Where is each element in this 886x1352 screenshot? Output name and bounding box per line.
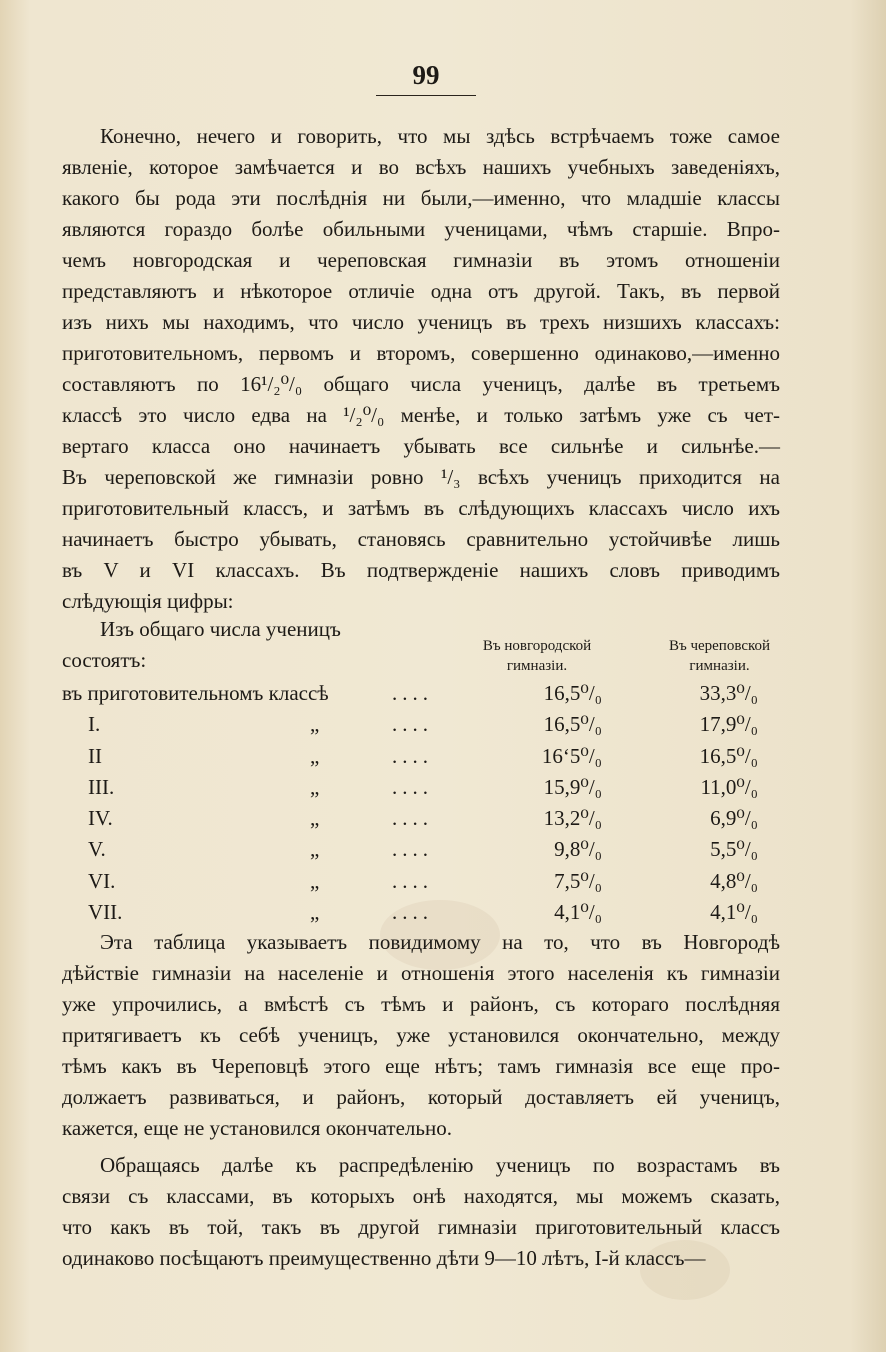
text-line: Обращаясь далѣе къ распредѣленію ученицъ по возрастамъ въ: [100, 1153, 780, 1177]
value-cherepovets: 5,5⁰/₀: [710, 837, 758, 862]
text-line: Въ череповской же гимназіи ровно ¹/₃ всѣхъ ученицъ приходится на: [62, 465, 780, 489]
text-line: изъ нихъ мы находимъ, что число ученицъ въ трехъ низшихъ классахъ:: [62, 310, 780, 334]
ditto-mark: „: [310, 900, 320, 925]
column-header-cherepovets: [652, 636, 787, 676]
leader-dots: ....: [392, 712, 433, 737]
text-line: что какъ въ той, такъ въ другой гимназіи приготовительный классъ: [62, 1215, 780, 1239]
value-novgorod: 13,2⁰/₀: [543, 806, 602, 831]
table-row: [62, 678, 782, 709]
value-novgorod: 9,8⁰/₀: [554, 837, 602, 862]
value-novgorod: 15,9⁰/₀: [543, 774, 602, 799]
text-line: составляютъ по 16¹/₂⁰/₀ общаго числа ученицъ, далѣе въ третьемъ: [62, 372, 780, 396]
ditto-mark: „: [310, 868, 320, 893]
leader-dots: ....: [392, 681, 433, 705]
value-cherepovets: 11,0⁰/₀: [700, 774, 758, 799]
row-label: IV.: [88, 806, 113, 831]
table-row: [62, 897, 782, 928]
row-label: I.: [88, 712, 101, 737]
table-row: [62, 709, 782, 740]
column-header-cherepovets-line-2: гимназіи.: [689, 658, 750, 674]
text-line: уже упрочились, а вмѣстѣ съ тѣмъ и районъ, съ котораго послѣдняя: [62, 992, 780, 1016]
value-cherepovets: 17,9⁰/₀: [699, 712, 758, 737]
leader-dots: ....: [392, 837, 433, 862]
row-label: VII.: [88, 900, 123, 925]
leader-dots: ....: [392, 743, 433, 768]
table-row: [62, 741, 782, 772]
paragraph-1: [62, 121, 780, 617]
text-line: дѣйствіе гимназіи на населеніе и отношенія этого населенія къ гимназіи: [62, 961, 780, 985]
text-line: приготовительномъ, первомъ и второмъ, совершенно одинаково,—именно: [62, 341, 780, 365]
text-line: должаетъ развиваться, и районъ, который доставляетъ ей ученицъ,: [62, 1085, 780, 1109]
text-line: начинаетъ быстро убывать, становясь сравнительно устойчивѣе лишь: [62, 527, 780, 551]
leader-dots: ....: [392, 868, 433, 893]
text-line: какого бы рода эти послѣднія ни были,—именно, что младшіе классы: [62, 186, 780, 210]
table-row: [62, 866, 782, 897]
value-cherepovets: 16,5⁰/₀: [699, 743, 758, 768]
text-line: классѣ это число едва на ¹/₂⁰/₀ менѣе, и только затѣмъ уже съ чет-: [62, 403, 780, 427]
paragraph-3: [62, 1150, 780, 1274]
text-line: Эта таблица указываетъ повидимому на то, что въ Новгородѣ: [100, 930, 780, 954]
value-cherepovets: 6,9⁰/₀: [710, 806, 758, 831]
text-line: притягиваетъ къ себѣ ученицъ, уже установился окончательно, между: [62, 1023, 780, 1047]
table-row: [62, 772, 782, 803]
value-cherepovets: 33,3⁰/₀: [699, 681, 758, 705]
table-lead-line-2: состоятъ:: [62, 648, 147, 672]
leader-dots: ....: [392, 774, 433, 799]
text-line: въ V и VI классахъ. Въ подтвержденіе нашихъ словъ приводимъ: [62, 558, 780, 582]
text-line: явленіе, которое замѣчается и во всѣхъ нашихъ учебныхъ заведеніяхъ,: [62, 155, 780, 179]
row-label: V.: [88, 837, 106, 862]
value-novgorod: 16,5⁰/₀: [543, 712, 602, 737]
leader-dots: ....: [392, 900, 433, 925]
row-label: VI.: [88, 868, 116, 893]
column-header-novgorod-line-1: Въ новгородской: [482, 638, 592, 654]
text-line: чемъ новгородская и череповская гимназіи въ этомъ отношеніи: [62, 248, 780, 272]
table-row: [62, 834, 782, 865]
value-novgorod: 4,1⁰/₀: [554, 900, 602, 925]
column-header-novgorod: [462, 636, 612, 676]
value-novgorod: 16‘5⁰/₀: [541, 743, 602, 768]
text-line: связи съ классами, въ которыхъ онѣ находятся, мы можемъ сказать,: [62, 1184, 780, 1208]
text-line: вертаго класса оно начинаетъ убывать все сильнѣе и сильнѣе.—: [62, 434, 780, 458]
ditto-mark: „: [310, 806, 320, 831]
table-header: [62, 614, 782, 686]
value-novgorod: 16,5⁰/₀: [543, 681, 602, 705]
page-number: 99: [412, 60, 440, 90]
table-row: [62, 803, 782, 834]
ditto-mark: „: [310, 712, 320, 737]
value-novgorod: 7,5⁰/₀: [554, 868, 602, 893]
row-label: III.: [88, 774, 115, 799]
text-line: тѣмъ какъ въ Череповцѣ этого еще нѣтъ; тамъ гимназія все еще про-: [62, 1054, 780, 1078]
ditto-mark: „: [310, 774, 320, 799]
text-line: являются гораздо болѣе обильными ученицами, чѣмъ старшіе. Впро-: [62, 217, 780, 241]
table-rows: [62, 678, 782, 928]
ditto-mark: „: [310, 743, 320, 768]
row-label: въ приготовительномъ классѣ: [62, 681, 329, 705]
value-cherepovets: 4,1⁰/₀: [710, 900, 758, 925]
row-label: II: [88, 743, 102, 768]
column-header-novgorod-line-2: гимназіи.: [506, 658, 568, 674]
header-rule: [376, 95, 476, 96]
text-line: приготовительный классъ, и затѣмъ въ слѣдующихъ классахъ число ихъ: [62, 496, 780, 520]
ditto-mark: „: [310, 837, 320, 862]
text-line: слѣдующія цифры:: [62, 589, 234, 613]
text-line: Конечно, нечего и говорить, что мы здѣсь встрѣчаемъ тоже самое: [100, 124, 780, 148]
column-header-cherepovets-line-1: Въ череповской: [668, 638, 771, 654]
table-lead-line-1: Изъ общаго числа ученицъ: [100, 617, 341, 641]
text-line: представляютъ и нѣкоторое отличіе одна отъ другой. Такъ, въ первой: [62, 279, 780, 303]
value-cherepovets: 4,8⁰/₀: [710, 868, 758, 893]
paragraph-2: [62, 927, 780, 1144]
leader-dots: ....: [392, 806, 433, 831]
text-line: кажется, еще не установился окончательно.: [62, 1116, 452, 1140]
text-line: одинаково посѣщаютъ преимущественно дѣти 9—10 лѣтъ, I-й классъ—: [62, 1246, 706, 1270]
